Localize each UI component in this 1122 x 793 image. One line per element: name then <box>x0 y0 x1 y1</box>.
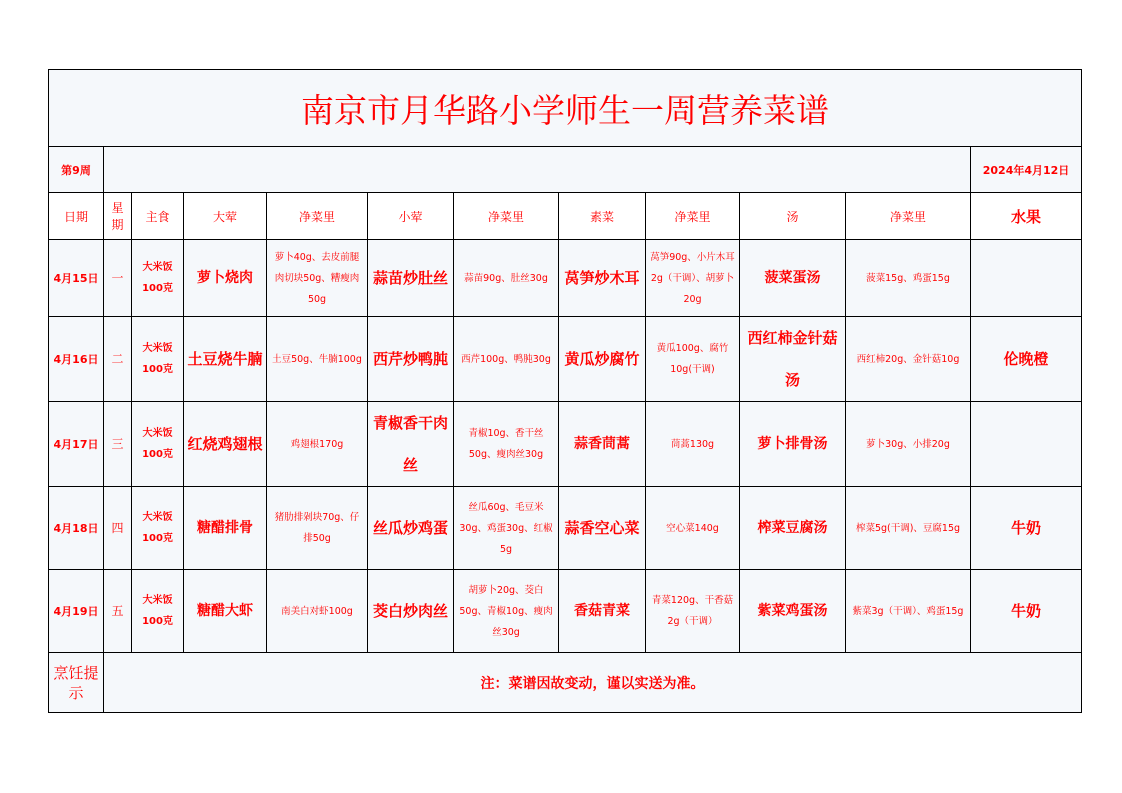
cell-soup-ing: 榨菜5g(干调)、豆腐15g <box>846 487 971 570</box>
cell-main: 红烧鸡翅根 <box>184 402 267 487</box>
cell-side: 青椒香干肉丝 <box>368 402 454 487</box>
cell-staple: 大米饭100克 <box>132 240 184 317</box>
cell-veg-ing: 茼蒿130g <box>646 402 740 487</box>
cell-day: 四 <box>104 487 132 570</box>
cell-fruit <box>971 240 1082 317</box>
cell-soup: 紫菜鸡蛋汤 <box>740 570 846 653</box>
cell-main-ing: 猪肋排剁块70g、仔排50g <box>267 487 368 570</box>
menu-row <box>49 402 1082 487</box>
header-soup-ingredients: 净菜里 <box>846 193 971 240</box>
weekly-menu-table <box>48 69 1082 713</box>
cell-date: 4月18日 <box>49 487 104 570</box>
week-blank <box>104 147 971 193</box>
cell-fruit: 牛奶 <box>971 487 1082 570</box>
cooking-tip-label: 烹饪提示 <box>49 653 104 713</box>
cell-fruit <box>971 402 1082 487</box>
cell-soup-ing: 萝卜30g、小排20g <box>846 402 971 487</box>
cell-main-ing: 南美白对虾100g <box>267 570 368 653</box>
week-label: 第9周 <box>49 147 104 193</box>
cell-veg: 蒜香茼蒿 <box>559 402 646 487</box>
menu-row <box>49 317 1082 402</box>
cell-side-ing: 青椒10g、香干丝50g、瘦肉丝30g <box>454 402 559 487</box>
cell-fruit: 伦晚橙 <box>971 317 1082 402</box>
cell-veg-ing: 莴笋90g、小片木耳2g（干调）、胡萝卜20g <box>646 240 740 317</box>
header-main-dish: 大荤 <box>184 193 267 240</box>
cell-side-ing: 蒜苗90g、肚丝30g <box>454 240 559 317</box>
cell-soup-ing: 西红柿20g、金针菇10g <box>846 317 971 402</box>
cell-staple: 大米饭100克 <box>132 402 184 487</box>
cell-staple: 大米饭100克 <box>132 487 184 570</box>
header-vegetable: 素菜 <box>559 193 646 240</box>
header-date: 日期 <box>49 193 104 240</box>
cell-soup: 榨菜豆腐汤 <box>740 487 846 570</box>
header-staple: 主食 <box>132 193 184 240</box>
cell-day: 五 <box>104 570 132 653</box>
cell-soup: 西红柿金针菇汤 <box>740 317 846 402</box>
cell-side: 蒜苗炒肚丝 <box>368 240 454 317</box>
cell-date: 4月19日 <box>49 570 104 653</box>
cell-soup-ing: 紫菜3g（干调）、鸡蛋15g <box>846 570 971 653</box>
cell-main-ing: 鸡翅根170g <box>267 402 368 487</box>
cell-main: 糖醋排骨 <box>184 487 267 570</box>
cell-side-ing: 胡萝卜20g、茭白50g、青椒10g、瘦肉丝30g <box>454 570 559 653</box>
cell-side: 茭白炒肉丝 <box>368 570 454 653</box>
header-soup: 汤 <box>740 193 846 240</box>
menu-note: 注：菜谱因故变动，谨以实送为准。 <box>104 653 1082 713</box>
cell-veg-ing: 青菜120g、干香菇2g（干调） <box>646 570 740 653</box>
page-title: 南京市月华路小学师生一周营养菜谱 <box>49 70 1082 147</box>
cell-date: 4月15日 <box>49 240 104 317</box>
date-label: 2024年4月12日 <box>971 147 1082 193</box>
cell-soup-ing: 菠菜15g、鸡蛋15g <box>846 240 971 317</box>
menu-row <box>49 487 1082 570</box>
header-vegetable-ingredients: 净菜里 <box>646 193 740 240</box>
header-side-dish: 小荤 <box>368 193 454 240</box>
cell-date: 4月16日 <box>49 317 104 402</box>
cell-fruit: 牛奶 <box>971 570 1082 653</box>
cell-side-ing: 丝瓜60g、毛豆米30g、鸡蛋30g、红椒5g <box>454 487 559 570</box>
cell-veg-ing: 黄瓜100g、腐竹10g(干调) <box>646 317 740 402</box>
header-weekday: 星期 <box>104 193 132 240</box>
cell-main: 土豆烧牛腩 <box>184 317 267 402</box>
menu-row <box>49 240 1082 317</box>
cell-day: 一 <box>104 240 132 317</box>
cell-soup: 萝卜排骨汤 <box>740 402 846 487</box>
header-fruit: 水果 <box>971 193 1082 240</box>
cell-side: 西芹炒鸭肫 <box>368 317 454 402</box>
cell-staple: 大米饭100克 <box>132 317 184 402</box>
cell-day: 三 <box>104 402 132 487</box>
cell-main: 萝卜烧肉 <box>184 240 267 317</box>
cell-veg: 黄瓜炒腐竹 <box>559 317 646 402</box>
cell-side: 丝瓜炒鸡蛋 <box>368 487 454 570</box>
cell-main: 糖醋大虾 <box>184 570 267 653</box>
cell-side-ing: 西芹100g、鸭肫30g <box>454 317 559 402</box>
cell-staple: 大米饭100克 <box>132 570 184 653</box>
header-side-ingredients: 净菜里 <box>454 193 559 240</box>
cell-day: 二 <box>104 317 132 402</box>
cell-veg-ing: 空心菜140g <box>646 487 740 570</box>
cell-veg: 蒜香空心菜 <box>559 487 646 570</box>
header-main-ingredients: 净菜里 <box>267 193 368 240</box>
menu-row <box>49 570 1082 653</box>
cell-veg: 香菇青菜 <box>559 570 646 653</box>
cell-soup: 菠菜蛋汤 <box>740 240 846 317</box>
cell-main-ing: 萝卜40g、去皮前腿肉切块50g、糟瘦肉50g <box>267 240 368 317</box>
cell-veg: 莴笋炒木耳 <box>559 240 646 317</box>
cell-main-ing: 土豆50g、牛腩100g <box>267 317 368 402</box>
cell-date: 4月17日 <box>49 402 104 487</box>
